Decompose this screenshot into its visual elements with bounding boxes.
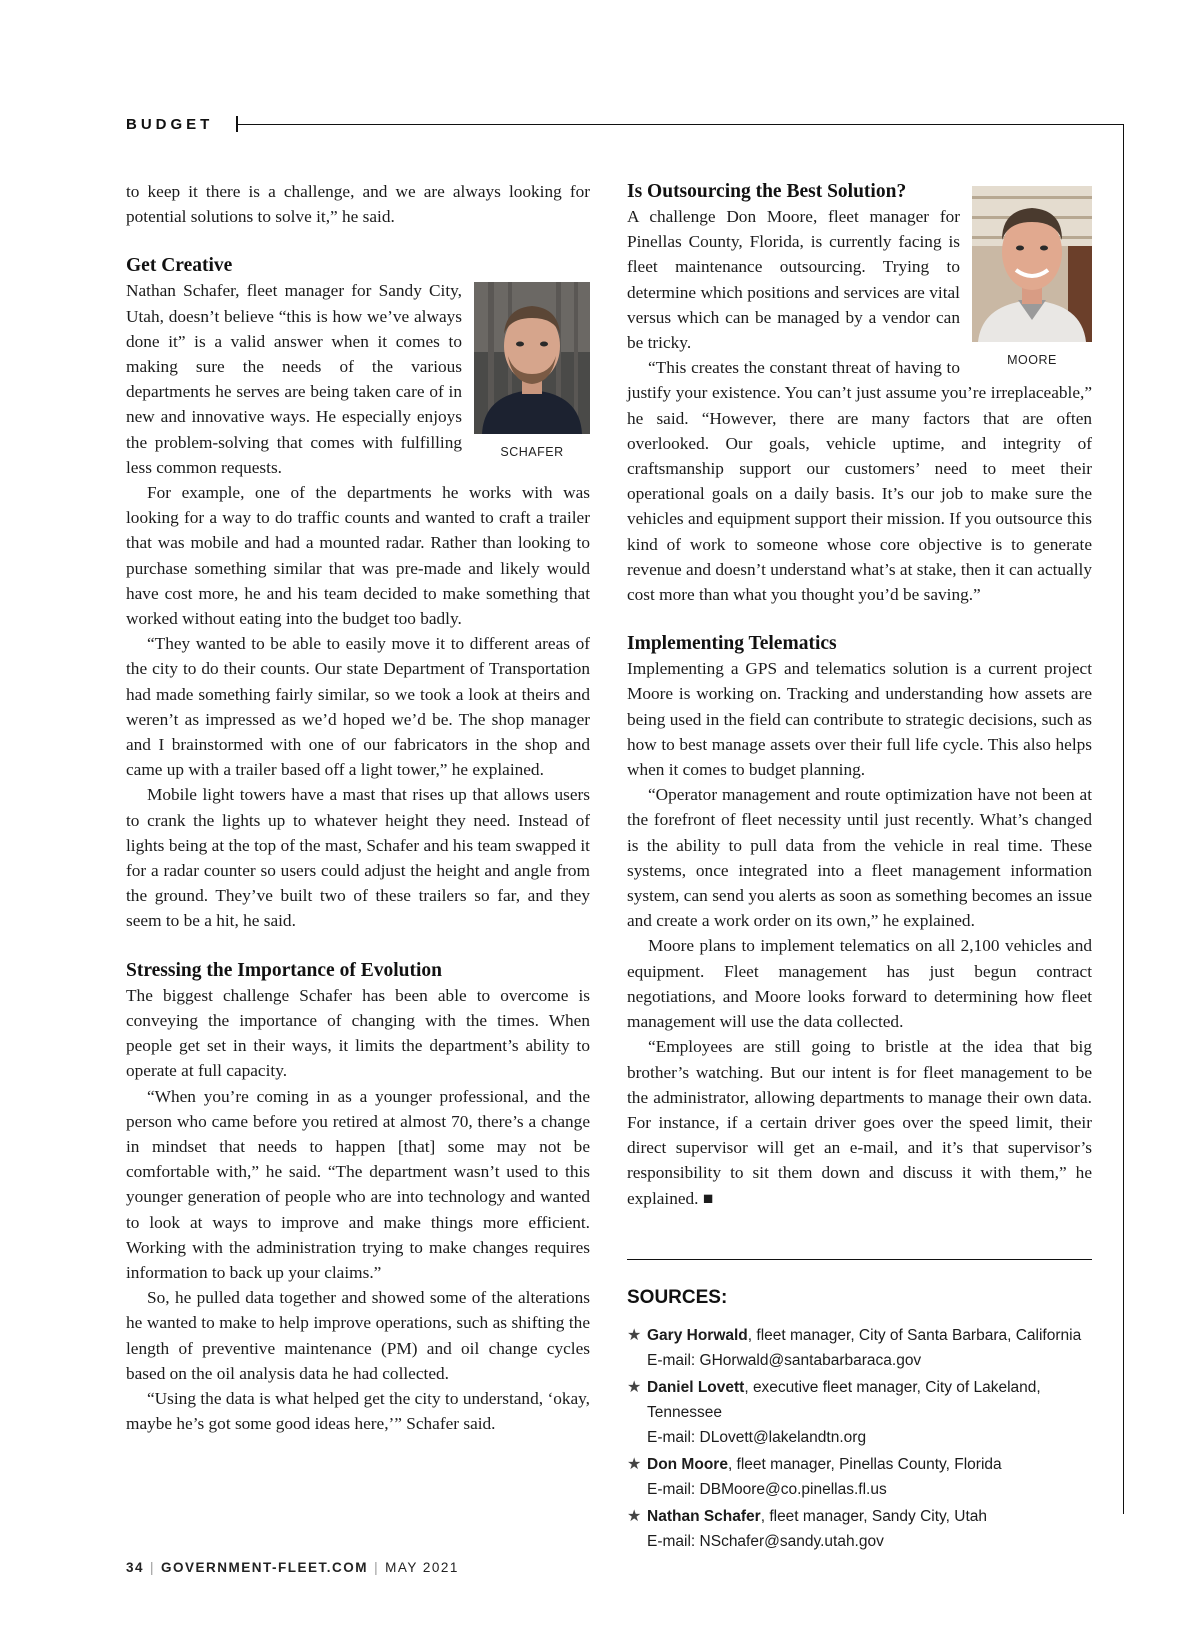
paragraph: So, he pulled data together and showed some of the alterations he wanted to make to help improve operations, such as shifting the length of preventive maintenance (PM) and oil change cycles based on the oil analysis data he had collected. xyxy=(126,1288,590,1383)
right-margin-rule xyxy=(1123,124,1124,1514)
paragraph: For example, one of the departments he works with was looking for a way to do traffic counts and wanted to craft a trailer that was mobile and had a mounted radar. Rather than looking to purchase something similar that was pre-made and likely would have cost more, he and his team decided to make something that worked without eating into the budget too badly. xyxy=(126,483,590,629)
schafer-portrait-image xyxy=(474,282,590,434)
paragraph: “This creates the constant threat of having to justify your existence. You can’t just assume you’re irreplaceable,” he said. “However, there are many factors that are often overlooked. Our goals, vehicle uptime, and integrity of craftsmanship support our customers’ need to meet their operational goals on a daily basis. It’s our job to make sure the vehicles and equipment support their mission. If you outsource this kind of work to someone whose core objective is to generate revenue and doesn’t understand what’s at stake, then it can actually cost more than what you thought you’d be saving.” xyxy=(627,358,1092,605)
paragraph: Implementing a GPS and telematics solution is a current project Moore is working on. Tracking and understanding how assets are being used in the field can contribute to strategic decisions, such as how to best manage assets over their full life cycle. This also helps when it comes to budget planning. xyxy=(627,659,1092,780)
footer-site[interactable]: GOVERNMENT-FLEET.COM xyxy=(161,1560,369,1575)
source-role: , executive fleet manager, City of Lakeland, Tennessee xyxy=(647,1379,1041,1421)
source-name: Nathan Schafer xyxy=(647,1508,761,1525)
moore-photo xyxy=(972,186,1092,373)
paragraph: Mobile light towers have a mast that rises up that allows users to crank the lights up to whatever height they need. Instead of lights being at the top of the mast, Schafer and his team swapped it for a radar counter so users could adjust the height and angle from the ground. They’ve built two of these trailers so far, and they seem to be a hit, he said. xyxy=(126,785,590,931)
star-icon: ★ xyxy=(627,1327,642,1344)
source-item xyxy=(627,1452,1107,1502)
heading-stressing-evolution: Stressing the Importance of Evolution xyxy=(126,959,442,981)
moore-portrait-image xyxy=(972,186,1092,342)
footer-separator: | xyxy=(150,1560,156,1575)
source-item xyxy=(627,1375,1107,1450)
heading-telematics: Implementing Telematics xyxy=(627,633,837,655)
heading-outsourcing: Is Outsourcing the Best Solution? xyxy=(627,181,907,202)
source-name: Daniel Lovett xyxy=(647,1379,745,1396)
source-item xyxy=(627,1323,1107,1373)
source-email[interactable]: E-mail: NSchafer@sandy.utah.gov xyxy=(647,1533,884,1550)
schafer-photo xyxy=(474,282,590,465)
star-icon: ★ xyxy=(627,1508,642,1525)
paragraph: “Operator management and route optimization have not been at the forefront of fleet necessity until just recently. What’s changed is the ability to pull data from the vehicle in real time. These systems, once integrated into a fleet management information system, can send you alerts as soon as something becomes an issue and create a work order on its own,” he explained. xyxy=(627,785,1092,931)
header-rule xyxy=(236,124,1124,125)
sources-box xyxy=(627,1287,1107,1556)
paragraph: The biggest challenge Schafer has been able to overcome is conveying the importance of changing with the times. When people get set in their ways, it limits the department’s ability to operate at full capacity. xyxy=(126,985,590,1081)
paragraph: Nathan Schafer, fleet manager for Sandy City, Utah, doesn’t believe “this is how we’ve always done it” is a valid answer when it comes to making sure the needs of the various departments he serves are being taken care of in new and innovative ways. He especially enjoys the problem-solving that comes with fulfilling less common requests. xyxy=(126,281,462,477)
sources-divider xyxy=(627,1259,1092,1260)
paragraph: Moore plans to implement telematics on all 2,100 vehicles and equipment. Fleet management has just begun contract negotiations, and Moore looks forward to determining how fleet management will use the data collected. xyxy=(627,936,1092,1032)
paragraph: “They wanted to be able to easily move it to different areas of the city to do their counts. Our state Department of Transportation had made something fairly similar, so we took a look at theirs and weren’t as impressed as we’d hoped we’d be. The shop manager and I brainstormed with one of our fabricators in the shop and came up with a trailer based off a light tower,” he explained. xyxy=(126,634,590,780)
section-label: BUDGET xyxy=(126,116,214,133)
left-column xyxy=(126,179,590,1436)
source-item xyxy=(627,1504,1107,1554)
star-icon: ★ xyxy=(627,1456,642,1473)
paragraph: “When you’re coming in as a younger professional, and the person who came before you retired at almost 70, there’s a change in mindset that needs to happen [that] some may not be comfortable with,” he said. “The department wasn’t used to this younger generation of people who are into technology and wanted to look at ways to improve and make things more efficient. Working with the administration trying to make changes requires information to back up your claims.” xyxy=(126,1086,590,1282)
source-role: , fleet manager, City of Santa Barbara, California xyxy=(747,1327,1082,1344)
right-column xyxy=(627,179,1092,1211)
photo-caption: SCHAFER xyxy=(500,445,564,460)
final-paragraph xyxy=(627,1034,1092,1210)
source-email[interactable]: E-mail: GHorwald@santabarbaraca.gov xyxy=(647,1352,922,1369)
page-footer xyxy=(126,1560,459,1575)
sources-title: SOURCES: xyxy=(627,1287,728,1308)
source-role: , fleet manager, Pinellas County, Florida xyxy=(727,1456,1002,1473)
source-name: Gary Horwald xyxy=(647,1327,748,1344)
star-icon: ★ xyxy=(627,1379,642,1396)
source-role: , fleet manager, Sandy City, Utah xyxy=(760,1508,988,1525)
source-name: Don Moore xyxy=(647,1456,728,1473)
page-number: 34 xyxy=(126,1560,145,1575)
heading-get-creative: Get Creative xyxy=(126,255,233,277)
paragraph-text: “Employees are still going to bristle at the idea that big brother’s watching. But our intent is for fleet management to be the administrator, allowing departments to manage their own data. For instance, if a certain driver goes over the speed limit, their direct supervisor will get an e-mail, and it’s that supervisor’s responsibility to sit them down and discuss it with them,” he explained. xyxy=(627,1037,1092,1208)
paragraph: “Using the data is what helped get the city to understand, ‘okay, maybe he’s got some good ideas here,’” Schafer said. xyxy=(126,1388,590,1434)
footer-issue: MAY 2021 xyxy=(385,1560,459,1575)
source-email[interactable]: E-mail: DBMoore@co.pinellas.fl.us xyxy=(647,1481,887,1498)
footer-separator: | xyxy=(374,1560,380,1575)
source-email[interactable]: E-mail: DLovett@lakelandtn.org xyxy=(647,1429,867,1446)
photo-caption: MOORE xyxy=(1007,353,1057,367)
end-mark-icon: ■ xyxy=(702,1188,714,1208)
intro-paragraph: to keep it there is a challenge, and we are always looking for potential solutions to solve it,” he said. xyxy=(126,182,590,227)
paragraph: A challenge Don Moore, fleet manager for Pinellas County, Florida, is currently facing is fleet maintenance outsourcing. Trying to determine which positions and services are vital versus which can be managed by a vendor can be tricky. xyxy=(627,207,960,353)
